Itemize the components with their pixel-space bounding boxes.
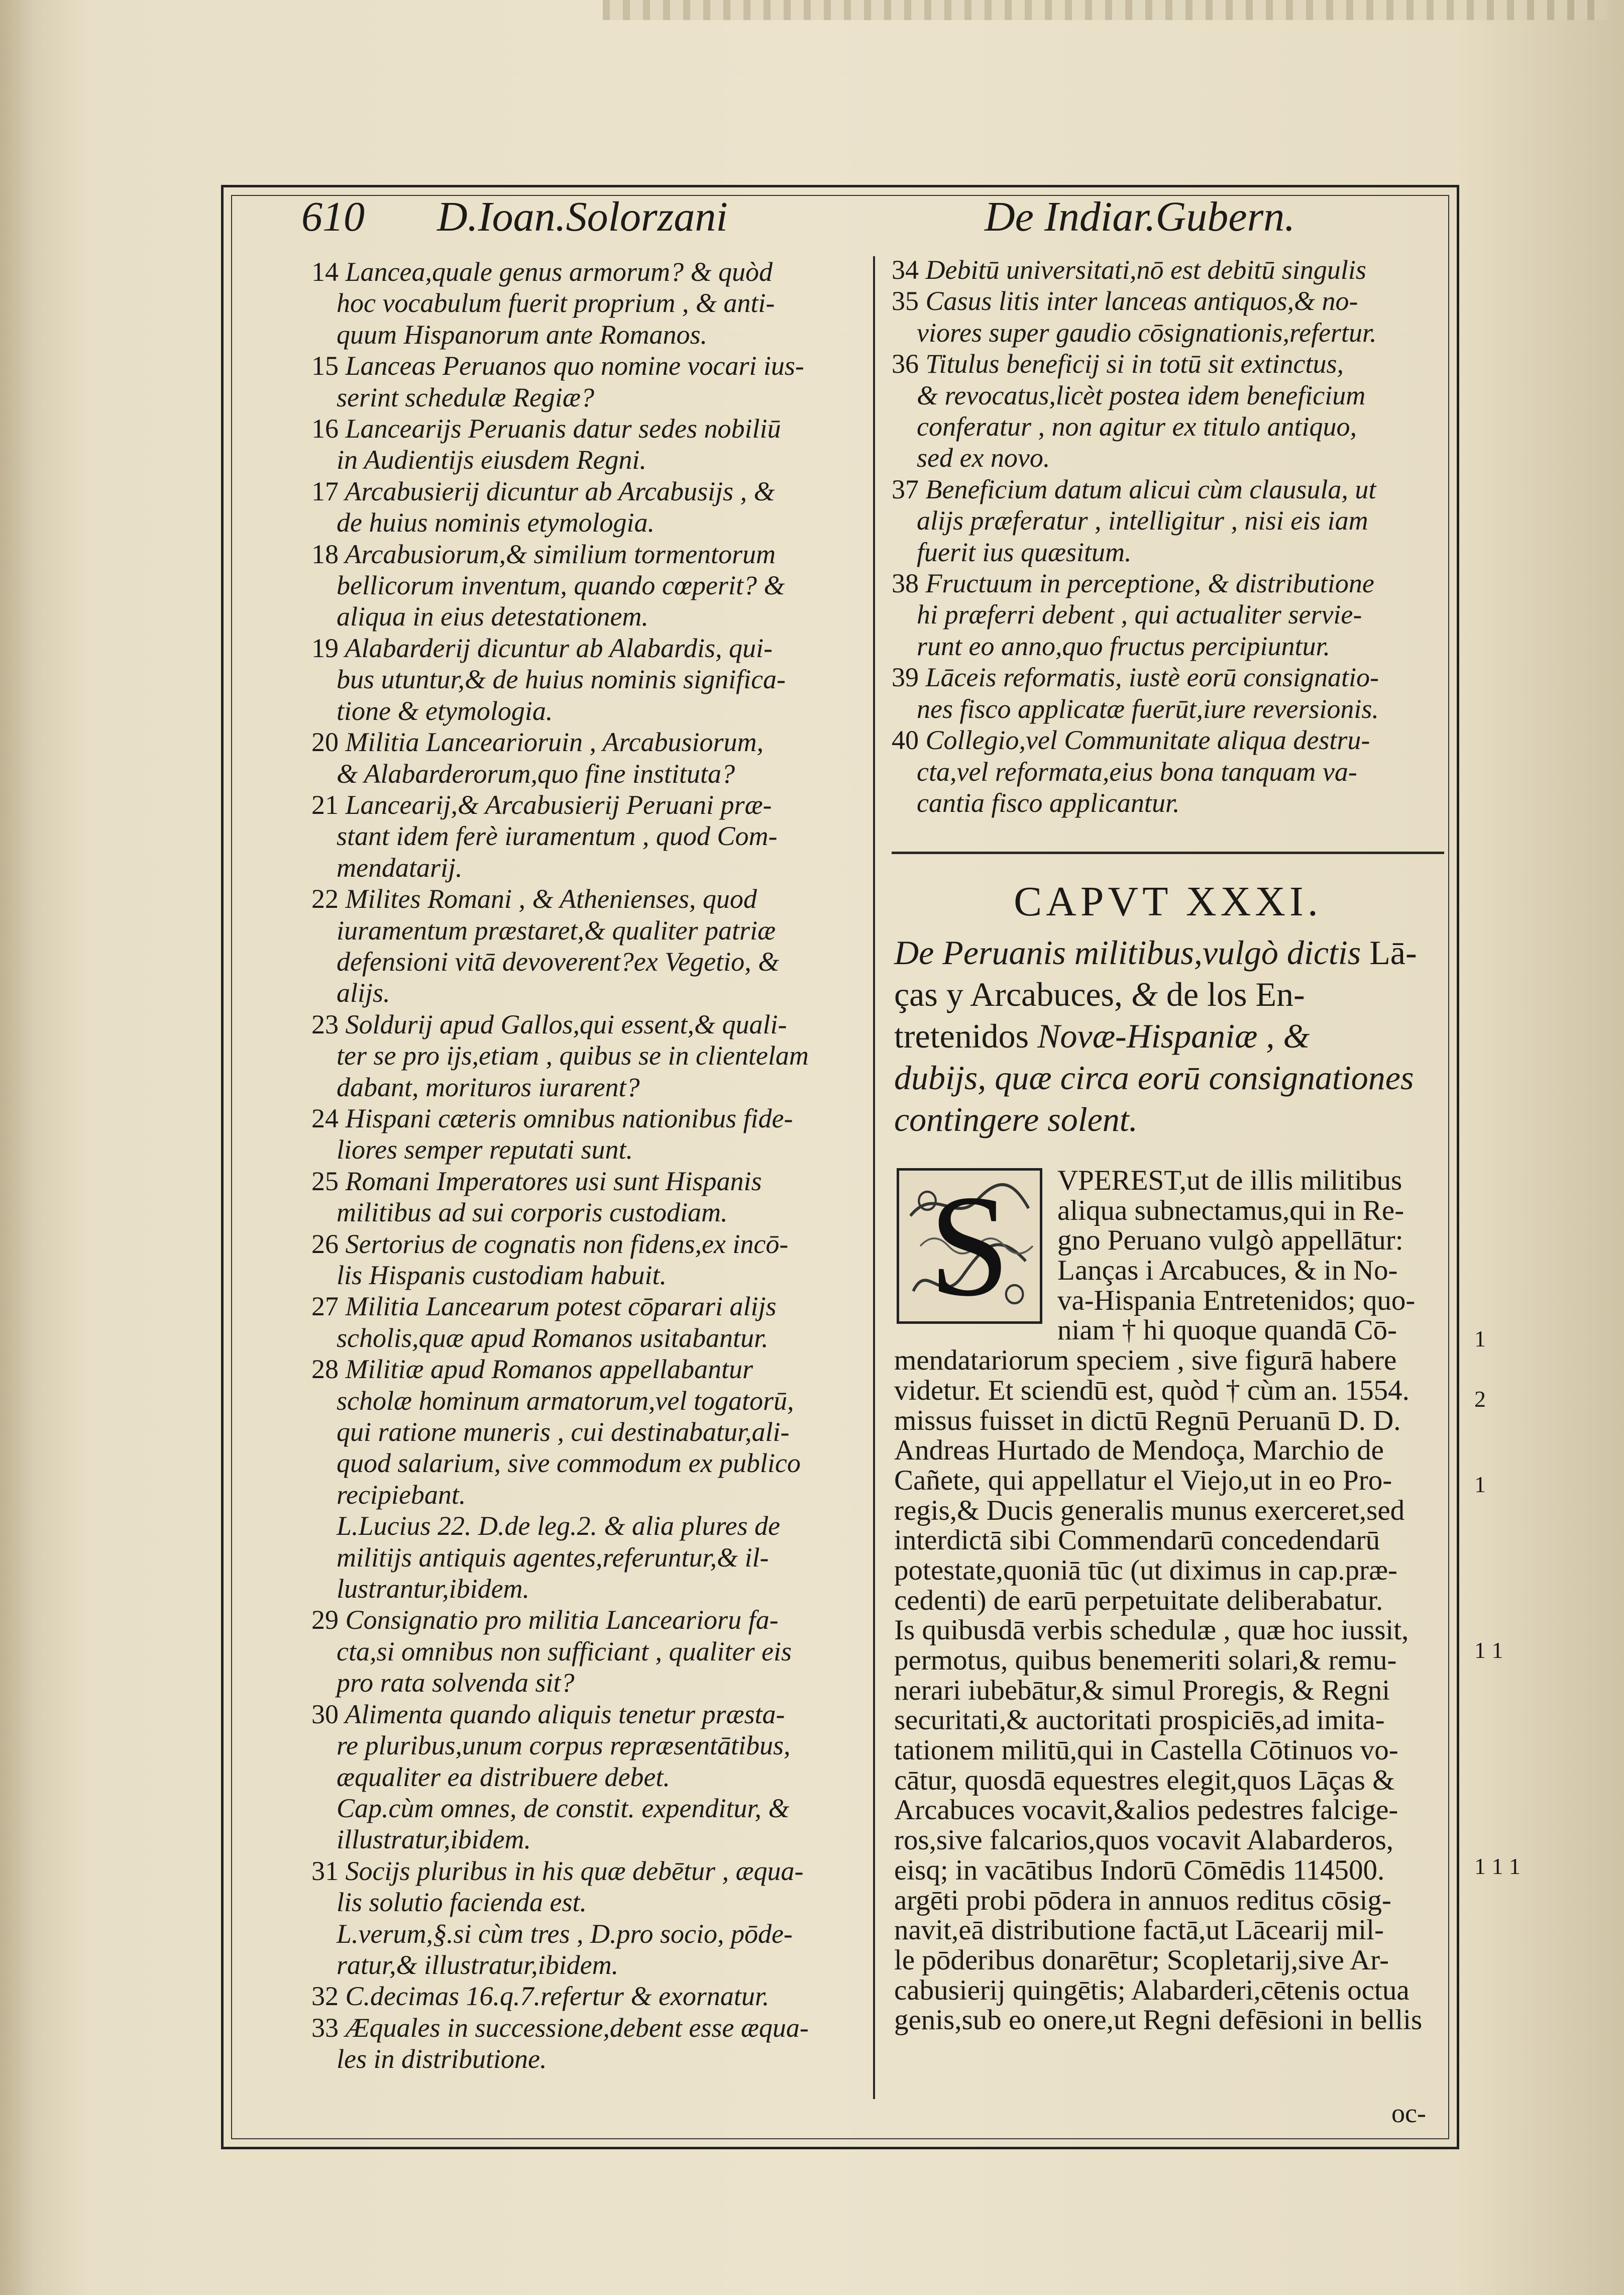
index-line — [311, 1604, 869, 1635]
index-entry-number: 14 — [311, 257, 339, 287]
body-line: mendatariorum speciem , sive figurā habere — [894, 1344, 1397, 1377]
chapter-title-line — [894, 974, 1447, 1015]
index-entry-text: dabant, morituros iurarent? — [337, 1072, 640, 1102]
index-line — [311, 1009, 869, 1040]
index-line — [311, 1730, 869, 1761]
index-line — [311, 977, 869, 1008]
index-line — [311, 883, 869, 914]
index-entry-text: pro rata solvenda sit? — [337, 1667, 575, 1698]
index-entry-text: bellicorum inventum, quando cœperit? & — [337, 570, 785, 601]
chapter-title-segment: Lā- — [1369, 933, 1417, 972]
index-entry-text: scholis,quæ apud Romanos usitabantur. — [337, 1322, 769, 1353]
chapter-body-text — [894, 1166, 1447, 2035]
body-line: Arcabuces vocavit,&alios pedestres falcige- — [894, 1794, 1398, 1826]
index-entry-number: 29 — [311, 1605, 339, 1635]
index-entry-text: Militia Lancearum potest cōparari alijs — [345, 1291, 777, 1322]
index-entry-text: Militiæ apud Romanos appellabantur — [345, 1354, 753, 1385]
index-line — [892, 756, 1444, 787]
margin-note-number: 1 — [1474, 1472, 1486, 1497]
body-line: securitati,& auctoritati prospiciēs,ad imita- — [894, 1704, 1385, 1736]
index-line — [311, 1949, 869, 1980]
index-line — [892, 348, 1444, 379]
index-entry-text: Arcabusiorum,& similium tormentorum — [345, 539, 776, 569]
index-entry-text: L.Lucius 22. D.de leg.2. & alia plures de — [337, 1511, 780, 1541]
index-entry-text: re pluribus,unum corpus repræsentātibus, — [337, 1730, 791, 1761]
index-entry-number: 17 — [311, 476, 339, 506]
index-line — [892, 537, 1444, 568]
index-entry-text: Alabarderij dicuntur ab Alabardis, qui- — [345, 633, 773, 663]
index-line — [311, 1040, 869, 1071]
index-entry-number: 24 — [311, 1103, 339, 1133]
chapter-title-segment: dubijs, quæ circa eorū consignationes — [894, 1059, 1414, 1097]
body-line: Is quibusdā verbis schedulæ , quæ hoc iussit, — [894, 1614, 1409, 1646]
chapter-title-segment: De Peruanis militibus,vulgò dictis — [894, 933, 1370, 972]
index-entry-text: nes fisco applicatæ fuerūt,iure reversionis. — [917, 693, 1379, 724]
index-entry-number: 19 — [311, 633, 339, 663]
index-line — [311, 1824, 869, 1855]
index-line — [311, 695, 869, 726]
summary-index-right — [892, 254, 1444, 818]
index-line — [311, 287, 869, 319]
body-line: niam † hi quoque quandā Cō- — [1057, 1314, 1397, 1346]
index-entry-number: 16 — [311, 413, 339, 444]
index-line — [892, 474, 1444, 505]
index-entry-text: in Audientijs eiusdem Regni. — [337, 445, 646, 475]
index-entry-text: Hispani cæteris omnibus nationibus fide- — [345, 1103, 793, 1133]
index-entry-number: 25 — [311, 1166, 339, 1196]
index-entry-text: alijs. — [337, 978, 390, 1008]
chapter-title-segment: & — [1131, 975, 1166, 1013]
index-entry-text: fuerit ius quæsitum. — [917, 537, 1132, 567]
index-entry-text: L.verum,§.si cùm tres , D.pro socio, pōde- — [337, 1918, 793, 1949]
body-line: aliqua subnectamus,qui in Re- — [1057, 1194, 1404, 1226]
body-line: le pōderibus donarētur; Scopletarij,sive Ar- — [894, 1944, 1389, 1976]
index-line — [892, 285, 1444, 317]
index-entry-number: 22 — [311, 884, 339, 914]
index-line — [311, 1510, 869, 1541]
body-line: cedenti) de earū perpetuitate deliberabatur. — [894, 1584, 1383, 1616]
index-line — [311, 1291, 869, 1322]
index-line — [311, 1134, 869, 1165]
index-line — [311, 915, 869, 946]
index-entry-text: quod salarium, sive commodum ex publico — [337, 1448, 801, 1479]
index-entry-text: tione & etymologia. — [337, 695, 553, 726]
index-line — [311, 1103, 869, 1134]
index-entry-text: hi præferri debent , qui actualiter servie- — [917, 599, 1362, 630]
index-entry-text: Romani Imperatores usi sunt Hispanis — [345, 1166, 762, 1196]
index-line — [311, 256, 869, 287]
index-entry-text: militibus ad sui corporis custodiam. — [337, 1197, 728, 1228]
index-entry-text: les in distributione. — [337, 2044, 547, 2074]
running-head-author: D.Ioan.Solorzani — [437, 193, 728, 240]
chapter-title-line — [894, 1057, 1447, 1099]
index-line — [892, 380, 1444, 411]
margin-note-number: 1 1 1 — [1474, 1853, 1521, 1879]
index-entry-text: Lāceis reformatis, iustè eorū consignatio- — [925, 662, 1379, 693]
body-line: eisq; in vacātibus Indorū Cōmēdis 114500. — [894, 1854, 1385, 1886]
index-entry-text: recipiebant. — [337, 1479, 466, 1510]
index-line — [892, 631, 1444, 662]
index-entry-text: defensioni vitā devoverent?ex Vegetio, & — [337, 946, 780, 977]
body-line: Cañete, qui appellatur el Viejo,ut in eo Pro- — [894, 1464, 1392, 1496]
index-line — [311, 1542, 869, 1573]
catchword: oc- — [1391, 2098, 1426, 2128]
body-line: videtur. Et sciendū est, quòd † cùm an. 1554. — [894, 1374, 1410, 1406]
index-line — [892, 505, 1444, 536]
index-entry-text: Socijs pluribus in his quæ debētur , æqua- — [345, 1855, 804, 1886]
index-line — [311, 1918, 869, 1949]
index-line — [311, 946, 869, 977]
index-line — [311, 2043, 869, 2074]
index-entry-text: Fructuum in perceptione, & distributione — [925, 568, 1374, 599]
index-entry-text: lis Hispanis custodiam habuit. — [337, 1260, 667, 1290]
index-entry-text: cta,si omnibus non sufficiant , qualiter eis — [337, 1636, 792, 1666]
index-entry-number: 34 — [892, 255, 919, 285]
index-entry-number: 28 — [311, 1354, 339, 1385]
index-line — [311, 1479, 869, 1510]
index-entry-text: Titulus beneficij si in totū sit extinctus, — [925, 349, 1344, 379]
index-entry-text: mendatarij. — [337, 852, 463, 883]
index-line — [311, 1353, 869, 1385]
index-line — [311, 350, 869, 381]
margin-note-number: 1 1 — [1474, 1637, 1503, 1663]
index-line — [311, 1385, 869, 1416]
body-line: genis,sub eo onere,ut Regni defēsioni in bellis — [894, 2004, 1423, 2036]
index-entry-text: militijs antiquis agentes,referuntur,& il- — [337, 1542, 769, 1573]
index-entry-text: stant idem ferè iuramentum , quod Com- — [337, 821, 778, 852]
chapter-title-line — [894, 932, 1447, 974]
index-line — [311, 601, 869, 632]
index-entry-text: bus utuntur,& de huius nominis significa- — [337, 664, 786, 695]
index-entry-number: 39 — [892, 662, 919, 693]
index-entry-number: 40 — [892, 725, 919, 756]
index-entry-text: Collegio,vel Communitate aliqua destru- — [925, 725, 1370, 756]
index-entry-text: lustrantur,ibidem. — [337, 1574, 530, 1604]
index-entry-text: Debitū universitati,nō est debitū singulis — [925, 255, 1366, 285]
index-line — [311, 1072, 869, 1103]
index-line — [311, 539, 869, 570]
index-entry-text: & Alabarderorum,quo fine instituta? — [337, 758, 735, 789]
index-line — [311, 1573, 869, 1604]
index-line — [311, 319, 869, 350]
body-line: Lanças i Arcabuces, & in No- — [1057, 1255, 1398, 1287]
index-line — [311, 1887, 869, 1918]
index-entry-text: aliqua in eius detestationem. — [337, 601, 648, 632]
index-line — [311, 1260, 869, 1291]
body-line: Andreas Hurtado de Mendoça, Marchio de — [894, 1434, 1384, 1467]
index-line — [892, 254, 1444, 285]
column-divider — [873, 256, 875, 2099]
index-entry-text: Milites Romani , & Athenienses, quod — [345, 884, 757, 914]
body-line: permotus, quibus benemeriti solari,& remu- — [894, 1644, 1397, 1676]
index-line — [311, 570, 869, 601]
summary-index-left — [311, 256, 869, 2075]
index-line — [311, 476, 869, 507]
margin-note-number: 1 — [1474, 1326, 1486, 1351]
index-entry-number: 33 — [311, 2012, 339, 2043]
index-entry-text: Cap.cùm omnes, de constit. expenditur, & — [337, 1793, 790, 1823]
index-line — [311, 726, 869, 758]
chapter-title-line — [894, 1099, 1447, 1140]
chapter-title-segment: ças y Arcabuces, — [894, 975, 1132, 1013]
index-line — [311, 1793, 869, 1824]
index-line — [892, 317, 1444, 348]
body-line: potestate,quoniā tūc (ut diximus in cap.præ- — [894, 1554, 1398, 1586]
index-entry-text: Consignatio pro militia Lancearioru fa- — [345, 1605, 779, 1635]
index-line — [311, 1636, 869, 1667]
index-entry-text: Lancearijs Peruanis datur sedes nobiliū — [345, 413, 781, 444]
index-line — [311, 1416, 869, 1447]
index-entry-text: illustratur,ibidem. — [337, 1824, 531, 1855]
index-entry-number: 35 — [892, 286, 919, 317]
index-line — [892, 787, 1444, 818]
running-head-title: De Indiar.Gubern. — [985, 193, 1295, 240]
index-entry-text: alijs præferatur , intelligitur , nisi eis iam — [917, 505, 1368, 536]
index-line — [311, 664, 869, 695]
index-entry-text: runt eo anno,quo fructus percipiuntur. — [917, 631, 1330, 661]
index-entry-text: iuramentum præstaret,& qualiter patriæ — [337, 915, 776, 946]
body-line: regis,& Ducis generalis munus exerceret,sed — [894, 1494, 1405, 1526]
chapter-title-line — [894, 1015, 1447, 1057]
index-line — [892, 599, 1444, 630]
index-entry-number: 21 — [311, 789, 339, 820]
index-entry-text: Casus litis inter lanceas antiquos,& no- — [925, 286, 1358, 317]
index-entry-number: 18 — [311, 539, 339, 569]
body-line: interdictā sibi Commendarū concedendarū — [894, 1524, 1380, 1556]
index-line — [892, 662, 1444, 693]
body-line: navit,eā distributione factā,ut Lācearij mil- — [894, 1914, 1384, 1946]
index-entry-text: hoc vocabulum fuerit proprium , & anti- — [337, 288, 775, 319]
body-line: cabusierij quingētis; Alabarderi,cētenis octua — [894, 1974, 1410, 2006]
index-line — [311, 758, 869, 789]
index-line — [311, 1197, 869, 1228]
index-line — [311, 507, 869, 538]
chapter-title-segment: Novæ-Hispaniæ , & — [1037, 1017, 1310, 1055]
drop-cap-letter: S — [929, 1165, 1010, 1326]
body-line: VPEREST,ut de illis militibus — [1057, 1165, 1402, 1196]
body-line: gno Peruano vulgò appellātur: — [1057, 1224, 1403, 1257]
chapter-title-segment: tretenidos — [894, 1017, 1038, 1055]
index-entry-text: serint schedulæ Regiæ? — [337, 382, 594, 412]
index-entry-number: 36 — [892, 349, 919, 379]
index-entry-text: ratur,& illustratur,ibidem. — [337, 1949, 619, 1980]
index-entry-number: 31 — [311, 1855, 339, 1886]
index-entry-number: 23 — [311, 1009, 339, 1039]
body-line: missus fuisset in dictū Regnū Peruanū D. D. — [894, 1404, 1401, 1436]
index-entry-number: 38 — [892, 568, 919, 599]
page-number: 610 — [301, 193, 365, 240]
index-line — [892, 442, 1444, 473]
index-entry-text: scholæ hominum armatorum,vel togatorū, — [337, 1385, 794, 1416]
index-entry-number: 30 — [311, 1699, 339, 1729]
index-line — [311, 789, 869, 820]
index-line — [311, 852, 869, 883]
index-entry-text: sed ex novo. — [917, 443, 1050, 473]
index-entry-text: qui ratione muneris , cui destinabatur,ali- — [337, 1417, 790, 1447]
index-entry-number: 37 — [892, 474, 919, 504]
index-line — [311, 1166, 869, 1197]
chapter-heading: CAPVT XXXI. — [1014, 878, 1322, 925]
index-entry-text: Lancearij,& Arcabusierij Peruani præ- — [345, 789, 772, 820]
body-line: nerari iubebātur,& simul Proregis, & Regni — [894, 1674, 1390, 1706]
index-line — [892, 411, 1444, 442]
index-entry-text: Militia Lancearioruin , Arcabusiorum, — [345, 727, 764, 758]
index-entry-text: viores super gaudio cōsignationis,refertur. — [917, 317, 1377, 348]
body-line: cātur, quosdā equestres elegit,quos Lāças & — [894, 1764, 1395, 1796]
page-top-edge — [603, 0, 1607, 20]
chapter-title-segment: de los En- — [1166, 975, 1305, 1013]
index-line — [311, 1322, 869, 1353]
index-entry-text: Lancea,quale genus armorum? & quòd — [345, 257, 773, 287]
index-entry-text: Æquales in successione,debent esse æqua- — [345, 2012, 809, 2043]
index-line — [311, 444, 869, 475]
index-line — [311, 1699, 869, 1730]
index-entry-text: C.decimas 16.q.7.refertur & exornatur. — [345, 1981, 770, 2012]
index-entry-text: Sertorius de cognatis non fidens,ex incō- — [345, 1228, 789, 1259]
index-entry-text: Beneficium datum alicui cùm clausula, ut — [925, 474, 1376, 504]
index-line — [311, 1447, 869, 1479]
index-entry-text: de huius nominis etymologia. — [337, 507, 655, 538]
index-entry-number: 15 — [311, 351, 339, 381]
index-entry-text: lis solutio facienda est. — [337, 1887, 587, 1918]
body-line: ros,sive falcarios,quos vocavit Alabarderos, — [894, 1824, 1394, 1856]
index-line — [311, 1855, 869, 1887]
index-line — [311, 1667, 869, 1698]
index-entry-text: Soldurij apud Gallos,qui essent,& quali- — [345, 1009, 787, 1039]
index-entry-text: conferatur , non agitur ex titulo antiquo, — [917, 411, 1357, 442]
index-line — [311, 820, 869, 852]
index-entry-text: cantia fisco applicantur. — [917, 787, 1180, 818]
index-entry-text: ter se pro ijs,etiam , quibus se in clientelam — [337, 1040, 809, 1071]
index-line — [311, 1228, 869, 1260]
body-line: argēti probi pōdera in annuos reditus cōsig- — [894, 1884, 1391, 1916]
index-line — [311, 633, 869, 664]
index-entry-text: & revocatus,licèt postea idem beneficium — [917, 380, 1366, 410]
index-entry-text: liores semper reputati sunt. — [337, 1134, 633, 1165]
index-entry-text: Alimenta quando aliquis tenetur præsta- — [345, 1699, 785, 1729]
index-entry-number: 32 — [311, 1981, 339, 2012]
index-entry-text: Arcabusierij dicuntur ab Arcabusijs , & — [345, 476, 775, 506]
index-line — [892, 693, 1444, 724]
chapter-title — [894, 932, 1447, 1140]
index-line — [311, 1761, 869, 1793]
index-line — [311, 2012, 869, 2043]
index-entry-text: Lanceas Peruanos quo nomine vocari ius- — [345, 351, 804, 381]
index-line — [892, 568, 1444, 599]
index-entry-number: 20 — [311, 727, 339, 758]
index-line — [311, 382, 869, 413]
index-entry-text: æqualiter ea distribuere debet. — [337, 1761, 670, 1792]
index-line — [311, 1980, 869, 2012]
body-line: va-Hispania Entretenidos; quo- — [1057, 1284, 1416, 1316]
chapter-title-segment: contingere solent. — [894, 1100, 1138, 1138]
index-line — [892, 724, 1444, 756]
margin-note-number: 2 — [1474, 1386, 1486, 1412]
body-line: tationem militū,qui in Castella Cōtinuos vo- — [894, 1734, 1398, 1766]
index-entry-number: 26 — [311, 1228, 339, 1259]
index-line — [311, 413, 869, 444]
index-entry-text: quum Hispanorum ante Romanos. — [337, 319, 707, 350]
index-entry-number: 27 — [311, 1291, 339, 1322]
section-rule — [892, 852, 1444, 854]
index-entry-text: cta,vel reformata,eius bona tanquam va- — [917, 756, 1357, 787]
